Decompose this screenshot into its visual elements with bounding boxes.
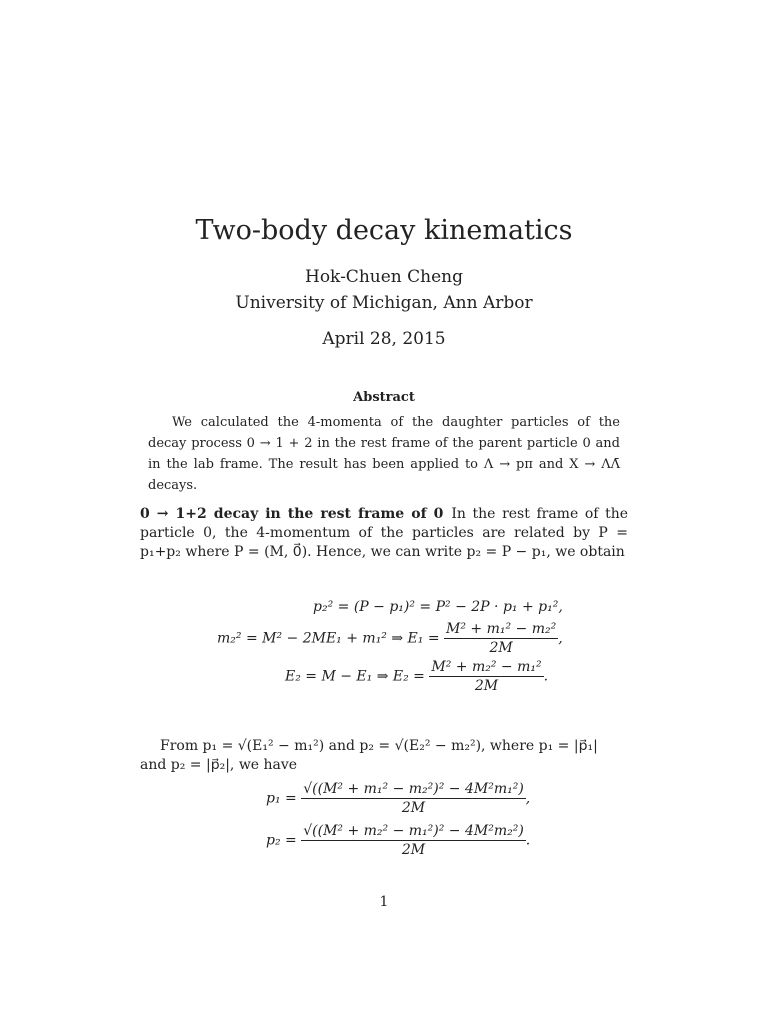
fraction-E2-denominator: 2M xyxy=(474,678,499,694)
paragraph-momentum xyxy=(140,737,628,775)
section-heading: 0 → 1+2 decay in the rest frame of 0 xyxy=(140,506,444,522)
equation-p2 xyxy=(266,822,530,859)
equation-p2-squared: p₂² = (P − p₁)² = P² − 2P · p₁ + p₁², xyxy=(313,599,563,615)
fraction-p2-denominator: 2M xyxy=(401,842,426,858)
fraction-E1 xyxy=(444,620,558,657)
fraction-E2-numerator: M² + m₂² − m₁² xyxy=(431,659,542,675)
equation-p1 xyxy=(266,780,530,817)
paragraph-momentum-text: From p₁ = √(E₁² − m₁²) and p₂ = √(E₂² − m₂²), where p₁ = |p⃗₁| and p₂ = |p⃗₂|, we have xyxy=(140,738,598,773)
equation-E1 xyxy=(217,620,563,657)
equation-p2-left: p₂ = xyxy=(266,832,297,849)
paper-title: Two-body decay kinematics xyxy=(195,215,573,246)
abstract-body xyxy=(148,412,620,496)
fraction-p1-numerator: √((M² + m₁² − m₂²)² − 4M²m₁²) xyxy=(303,781,524,797)
equation-E1-left: m₂² = M² − 2ME₁ + m₁² ⇒ E₁ = xyxy=(217,630,440,647)
page-number: 1 xyxy=(379,894,389,910)
equation-E2-left: E₂ = M − E₁ ⇒ E₂ = xyxy=(285,668,425,685)
fraction-p2-numerator: √((M² + m₂² − m₁²)² − 4M²m₂²) xyxy=(303,823,524,839)
paper-date: April 28, 2015 xyxy=(322,329,446,349)
equation-p1-end: , xyxy=(525,790,531,807)
fraction-E1-numerator: M² + m₁² − m₂² xyxy=(446,621,557,637)
fraction-E2 xyxy=(429,658,543,695)
equation-p1-left: p₁ = xyxy=(266,790,297,807)
fraction-p1-denominator: 2M xyxy=(401,800,426,816)
abstract-text: We calculated the 4-momenta of the daughter particles of the decay process 0 → 1 + 2 in the rest frame of the parent particle 0 and in the lab frame. The result has been applied to Λ → pπ and X → ΛΛ̄ decays. xyxy=(148,415,620,493)
author-name: Hok-Chuen Cheng xyxy=(305,267,463,287)
fraction-p1 xyxy=(301,780,526,817)
fraction-p2 xyxy=(301,822,526,859)
fraction-E1-denominator: 2M xyxy=(489,640,513,656)
author-affiliation: University of Michigan, Ann Arbor xyxy=(235,293,533,313)
section-paragraph xyxy=(140,505,628,562)
section-text: In the rest frame of the particle 0, the 4-momentum of the particles are related by P = p₁+p₂ where P = (M, 0⃗). Hence, we can write p₂ = P − p₁, we obtain xyxy=(140,506,628,560)
equation-E2-end: . xyxy=(543,668,549,685)
equation-E2 xyxy=(285,658,548,695)
equation-E1-end: , xyxy=(558,630,563,647)
equation-p2-end: . xyxy=(525,832,531,849)
abstract-heading: Abstract xyxy=(353,390,415,405)
